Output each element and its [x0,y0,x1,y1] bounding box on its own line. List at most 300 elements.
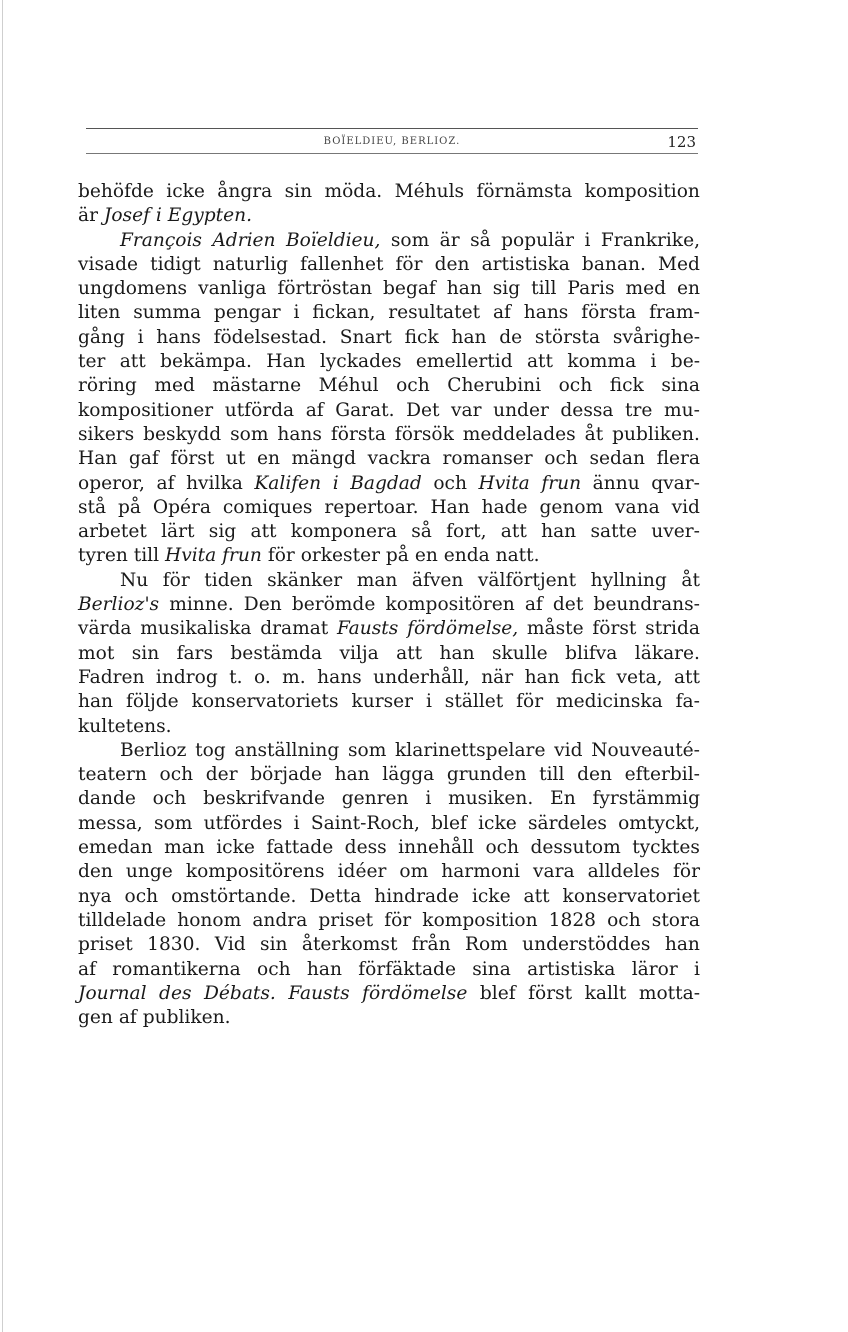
word: kompositioner [78,399,214,421]
word: icke [166,181,205,202]
word: sedan [589,448,645,470]
word: strida [645,618,700,640]
word: orkester [300,545,380,567]
word: o. [253,666,271,688]
word: Kalifen [254,472,322,494]
text-line [78,715,700,739]
word: fa- [675,691,700,713]
word: i [155,205,162,227]
word: tiden [204,569,253,591]
word: af [524,594,543,616]
word: för [395,253,423,275]
word: understöddes [522,934,651,956]
word: en [676,278,700,300]
word: banan. [581,253,646,275]
word: enda [443,545,490,567]
word: förtröstan [277,278,373,300]
word: han [78,691,114,713]
word: omstörtande. [171,885,297,907]
text-line [78,277,700,301]
word: var [451,399,482,421]
text-line [78,229,700,253]
word: natt. [495,545,540,567]
word: skulle [492,642,548,664]
text-line [78,909,700,933]
word: hindrade [374,885,459,907]
word: tre [625,399,653,421]
text-line [78,472,700,496]
word: artistiska [481,253,570,275]
word: konservatoriet [562,885,700,907]
word: emellertid [415,351,513,373]
word: Han [266,351,306,373]
word: för [516,691,544,713]
word: han [446,278,482,300]
word: vid [554,739,583,761]
word: frun [222,545,262,567]
word: ter [78,351,106,373]
word: hyllning [590,569,667,591]
word: började [250,764,322,786]
text-line [78,885,700,909]
word: behöfde [78,181,154,202]
header-rule-bottom [86,153,698,154]
word: med [154,375,195,397]
word: Boïeldieu, [285,229,381,251]
word: vara [532,861,575,883]
word: stora [651,909,700,931]
text-line [78,544,700,568]
word: i [425,788,432,810]
word: beskydd [143,423,222,445]
word: teatern [78,764,147,786]
word: möda. [324,181,383,202]
word: begaf [383,278,436,300]
page-header [86,128,698,154]
word: resultatet [388,302,481,324]
word: sina [472,958,511,980]
word: måste [526,618,584,640]
word: blef [431,812,467,834]
word: fyrstämmig [592,788,700,810]
word: är [439,229,460,251]
word: grunden [446,764,527,786]
word: Saint-Roch, [310,812,420,834]
word: harmoni [441,861,520,883]
word: medicinska [556,691,663,713]
word: under [493,399,549,421]
word: det [552,594,584,616]
word: till [539,764,565,786]
word: sig [208,521,237,543]
word: veta, [616,666,663,688]
word: han [439,642,475,664]
word: Detta [309,885,362,907]
word: fördömelse, [407,618,519,640]
word: genren [341,788,409,810]
word: i [293,302,300,324]
word: första [330,423,386,445]
text-line [78,763,700,787]
word: tog [195,739,226,761]
word: den [577,764,612,786]
word: mängd [291,448,357,470]
text-line [78,690,700,714]
word: honom [177,909,242,931]
word: han [334,764,370,786]
word: som [153,812,193,834]
word: vilja [339,642,379,664]
word: sin [260,934,288,956]
word: han [451,326,487,348]
word: gaf [128,448,159,470]
word: och [159,764,194,786]
word: röring [78,375,137,397]
word: fördömelse [362,982,468,1004]
word: för [384,909,412,931]
word: fallenhet [300,253,384,275]
word: fort, [446,521,487,543]
word: icke [471,885,511,907]
word: hans [277,423,322,445]
word: som [230,423,269,445]
word: i [137,326,144,348]
word: motta- [638,982,700,1004]
word: omtyckt, [618,812,700,834]
word: att [673,666,700,688]
word: anställning [234,739,340,761]
word: för [162,569,190,591]
word: hvilka [186,472,243,494]
word: gång [78,326,125,348]
word: för [267,545,295,567]
word: tyren [78,545,128,567]
word: Berlioz's [78,594,160,616]
word: han [306,958,342,980]
text-line [78,739,700,763]
word: fattade [266,837,334,859]
word: i [332,472,339,494]
word: och [433,472,467,494]
word: ännu [592,472,640,494]
word: hans [523,302,569,324]
word: dramat [260,618,329,640]
word: och [607,909,641,931]
word: Berlioz [120,739,187,761]
text-line [78,666,700,690]
word: är [78,205,98,227]
text-line [78,399,700,423]
word: att [526,351,553,373]
word: fick [404,326,439,348]
word: Han [430,496,470,518]
text-line [78,593,700,617]
word: med [625,278,667,300]
text-line [78,350,700,374]
word: mot [78,642,115,664]
word: Med [657,253,700,275]
word: Den [243,594,282,616]
word: indrog [155,666,218,688]
word: han [541,521,577,543]
word: Journal [78,982,147,1004]
word: komponera [290,521,397,543]
word: gen [78,1007,113,1029]
word: på [117,496,141,518]
word: hade [481,496,528,518]
word: klarinettspelare [395,739,546,761]
word: bekämpa. [160,351,252,373]
word: operor, [78,472,145,494]
word: som [390,229,430,251]
word: Nouveauté- [591,739,700,761]
word: minne. [169,594,234,616]
word: Det [406,399,440,421]
word: Frankrike, [600,229,700,251]
word: läror [631,958,678,980]
word: komposition [422,909,538,931]
word: ungdomens [78,278,188,300]
word: en [414,545,438,567]
word: meddelades [462,423,576,445]
word: förnämsta [476,181,573,202]
text-line [78,787,700,811]
word: Bagdad [350,472,422,494]
word: första [581,302,637,324]
word: mästarne [212,375,302,397]
word: lyckades [319,351,402,373]
word: utfördes [203,812,283,834]
word: och [257,958,291,980]
word: Josef [103,205,150,227]
word: och [396,375,430,397]
word: be- [670,351,700,373]
word: att [396,642,423,664]
word: och [544,448,578,470]
word: vanliga [198,278,267,300]
word: vid [671,496,700,518]
word: populär [501,229,575,251]
word: utförda [224,399,295,421]
word: återkomst [301,934,398,956]
word: en [256,448,280,470]
word: icke [478,812,517,834]
word: Adrien [212,229,276,251]
word: ångra [217,181,273,202]
text-line [78,836,700,860]
word: Rom [464,934,508,956]
word: den [434,253,470,275]
word: beskrifvande [203,788,325,810]
word: frun [541,472,582,494]
word: 1830. [147,934,201,956]
word: som [347,739,387,761]
word: publiken. [612,423,700,445]
word: Egypten. [167,205,253,227]
word: i [425,691,432,713]
word: romantikerna [112,958,241,980]
word: arbetet [78,521,147,543]
word: sin [131,642,160,664]
word: försök [394,423,454,445]
word: först [592,618,637,640]
word: artistiska [527,958,616,980]
word: af [156,472,175,494]
word: sin [284,181,313,202]
word: välförtjent [477,569,577,591]
word: sina [661,375,700,397]
word: flera [656,448,700,470]
word: först [528,982,573,1004]
word: först [170,448,215,470]
text-line [78,326,700,350]
word: blef [479,982,516,1004]
running-title: BOÏELDIEU, BERLIOZ. [323,136,461,147]
word: af [78,958,96,980]
word: så [470,229,491,251]
word: visade [78,253,138,275]
word: Paris [567,278,615,300]
word: priset [78,934,133,956]
word: Fausts [288,982,350,1004]
word: Cherubini [447,375,542,397]
word: förfäktade [358,958,456,980]
paragraph [78,739,700,1031]
word: läkare. [634,642,700,664]
word: publiken. [142,1007,231,1029]
body-text [78,180,700,1030]
word: Méhuls [394,181,465,202]
word: och [124,885,159,907]
text-line [78,642,700,666]
word: kurser [351,691,414,713]
word: alldeles [587,861,660,883]
word: lärt [161,521,195,543]
word: kompositörens [185,861,325,883]
word: der [205,764,238,786]
word: hans [156,326,201,348]
word: sikers [78,423,135,445]
word: den [78,861,113,883]
text-line [78,982,700,1006]
word: liten [78,302,121,324]
text-line [78,520,700,544]
text-line [78,423,700,447]
word: Débats. [204,982,276,1004]
word: beundrans- [593,594,700,616]
word: fars [176,642,213,664]
word: naturlig [212,253,289,275]
word: Nu [120,569,149,591]
word: på [385,545,409,567]
word: icke [216,837,255,859]
word: särdeles [527,812,607,834]
word: äfven [411,569,464,591]
paragraph [78,229,700,569]
word: att [119,351,146,373]
word: pengar [213,302,281,324]
word: musikaliska [140,618,252,640]
word: stället [444,691,504,713]
word: af [118,1007,137,1029]
word: han [664,934,700,956]
text-line [78,958,700,982]
word: kompositören [385,594,515,616]
word: i [694,958,700,980]
word: Snart [339,326,392,348]
word: nya [78,885,112,907]
word: till [133,545,160,567]
word: Méhul [318,375,379,397]
word: dessa [560,399,614,421]
word: summa [133,302,202,324]
word: hans [317,666,362,688]
word: i [293,812,300,834]
word: François [120,229,202,251]
word: stå [78,496,107,518]
word: idéer [337,861,387,883]
word: andra [252,909,308,931]
text-line [78,180,700,204]
word: Fadren [78,666,145,688]
word: af [305,399,324,421]
word: man [164,837,205,859]
text-line [78,812,700,836]
word: innehåll [398,837,474,859]
word: Hvita [478,472,530,494]
text-line [78,374,700,398]
word: mu- [663,399,700,421]
word: vana [615,496,660,518]
word: tidigt [150,253,201,275]
word: genom [539,496,604,518]
word: emedan [78,837,153,859]
word: romanser [442,448,533,470]
paragraph [78,569,700,739]
word: qvar- [651,472,700,494]
word: följde [125,691,179,713]
text-line [78,1006,700,1030]
word: födelsestad. [213,326,327,348]
word: vackra [367,448,431,470]
word: att [523,885,550,907]
word: af [492,302,511,324]
word: lägga [382,764,435,786]
word: för [673,861,700,883]
text-line [78,253,700,277]
word: svårighe- [612,326,700,348]
word: att [500,521,527,543]
word: berömde [291,594,376,616]
word: de [499,326,523,348]
text-line [78,204,700,228]
word: t. [229,666,243,688]
word: från [411,934,451,956]
word: i [584,229,591,251]
word: En [550,788,576,810]
word: största [534,326,601,348]
word: Han [78,448,118,470]
word: Hvita [165,545,217,567]
word: i [650,351,657,373]
text-line [78,860,700,884]
word: dessutom [530,837,621,859]
word: Fausts [337,618,399,640]
word: sig [492,278,521,300]
text-line [78,301,700,325]
word: priset [318,909,374,931]
word: komposition [584,181,700,202]
